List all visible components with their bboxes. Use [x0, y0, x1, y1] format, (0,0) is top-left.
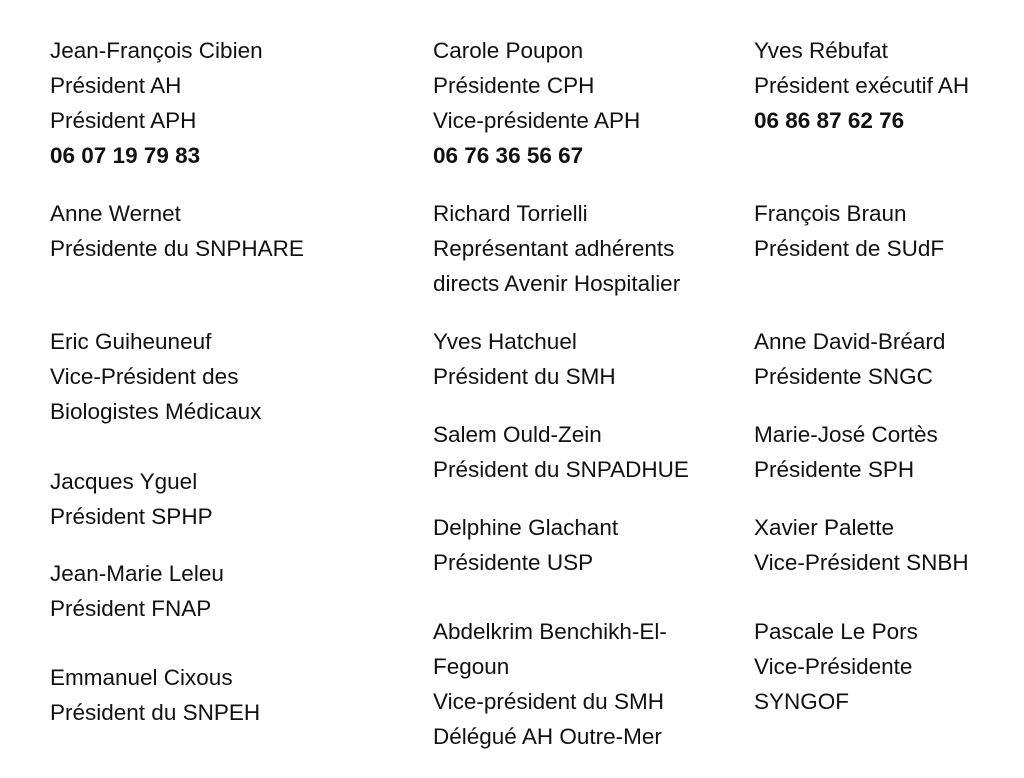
- contact-role: Vice-Président SNBH: [754, 550, 969, 575]
- contact-phone: 06 76 36 56 67: [433, 143, 584, 168]
- contact-name: Xavier Palette: [754, 515, 895, 540]
- contact-anne-david-breard: [754, 324, 945, 394]
- contact-emmanuel-cixous: [50, 660, 260, 730]
- contact-salem-ould-zein: [433, 417, 689, 487]
- contact-name: Marie-José Cortès: [754, 422, 938, 447]
- contact-role: Vice-présidente APH: [433, 108, 641, 133]
- contact-role: Président AH: [50, 73, 182, 98]
- contact-phone: 06 07 19 79 83: [50, 143, 201, 168]
- contact-jean-marie-leleu: [50, 556, 224, 626]
- contact-role: Vice-président du SMH: [433, 689, 664, 714]
- contact-phone: 06 86 87 62 76: [754, 108, 905, 133]
- contact-name: François Braun: [754, 201, 907, 226]
- contact-role: Président FNAP: [50, 596, 212, 621]
- contact-role: Président SPHP: [50, 504, 213, 529]
- contact-role: Représentant adhérents: [433, 236, 675, 261]
- contact-role: Président du SNPEH: [50, 700, 261, 725]
- contact-role: Présidente SNGC: [754, 364, 933, 389]
- contact-role: Présidente CPH: [433, 73, 595, 98]
- contact-role: Vice-Président des: [50, 364, 239, 389]
- contact-name: Anne Wernet: [50, 201, 181, 226]
- contact-role: Présidente USP: [433, 550, 594, 575]
- contact-jacques-yguel: [50, 464, 213, 534]
- contact-role: directs Avenir Hospitalier: [433, 271, 681, 296]
- contact-role: Président APH: [50, 108, 197, 133]
- contact-name: Delphine Glachant: [433, 515, 619, 540]
- contact-name: Jean-Marie Leleu: [50, 561, 224, 586]
- contact-name: Eric Guiheuneuf: [50, 329, 212, 354]
- contact-name: Abdelkrim Benchikh-El-: [433, 619, 667, 644]
- contact-name: Salem Ould-Zein: [433, 422, 602, 447]
- contact-name: Pascale Le Pors: [754, 619, 918, 644]
- contact-name: Carole Poupon: [433, 38, 584, 63]
- contact-pascale-le-pors: [754, 614, 918, 719]
- contact-francois-braun: [754, 196, 944, 266]
- contact-role: Biologistes Médicaux: [50, 399, 262, 424]
- contact-jean-francois-cibien: [50, 33, 263, 173]
- contact-name: Yves Rébufat: [754, 38, 888, 63]
- contact-eric-guiheuneuf: [50, 324, 261, 429]
- contact-role: Président de SUdF: [754, 236, 945, 261]
- contact-role: Délégué AH Outre-Mer: [433, 724, 662, 749]
- contact-role: SYNGOF: [754, 689, 850, 714]
- contact-name: Jacques Yguel: [50, 469, 198, 494]
- contact-delphine-glachant: [433, 510, 618, 580]
- contact-abdelkrim-benchikh-el-fegoun: [433, 614, 667, 754]
- contact-role: Président du SMH: [433, 364, 616, 389]
- contact-name: Emmanuel Cixous: [50, 665, 233, 690]
- contact-xavier-palette: [754, 510, 969, 580]
- contact-yves-rebufat: [754, 33, 969, 138]
- contact-role: Président du SNPADHUE: [433, 457, 689, 482]
- contact-anne-wernet: [50, 196, 304, 266]
- contact-name: Fegoun: [433, 654, 510, 679]
- contact-yves-hatchuel: [433, 324, 616, 394]
- contact-role: Vice-Présidente: [754, 654, 913, 679]
- contact-carole-poupon: [433, 33, 640, 173]
- contact-role: Présidente du SNPHARE: [50, 236, 304, 261]
- contact-role: Présidente SPH: [754, 457, 915, 482]
- contact-richard-torrielli: [433, 196, 680, 301]
- contact-name: Yves Hatchuel: [433, 329, 577, 354]
- contact-role: Président exécutif AH: [754, 73, 970, 98]
- contact-name: Anne David-Bréard: [754, 329, 946, 354]
- contact-marie-jose-cortes: [754, 417, 938, 487]
- contact-name: Jean-François Cibien: [50, 38, 263, 63]
- contact-name: Richard Torrielli: [433, 201, 588, 226]
